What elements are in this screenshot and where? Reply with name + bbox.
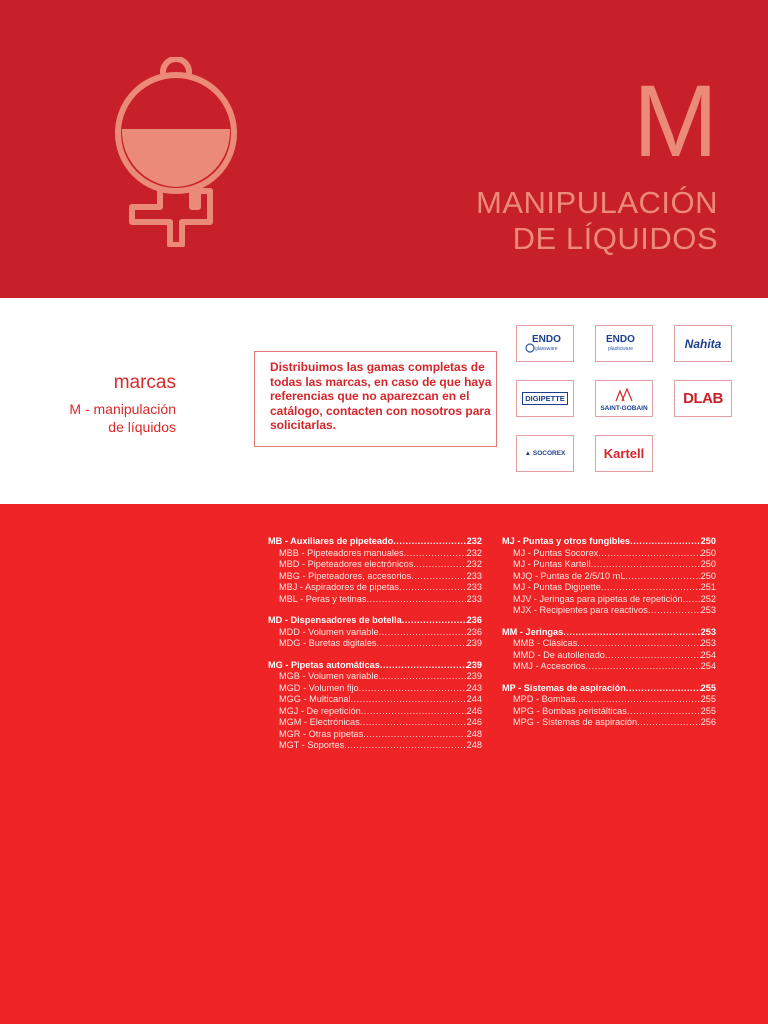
- index-entry: [502, 605, 716, 617]
- index-entry: [502, 571, 716, 583]
- index-entry-page: 252: [700, 593, 716, 604]
- index-group: [268, 660, 482, 752]
- index-entry: [502, 694, 716, 706]
- index-entry-label: MJ - Puntas Socorex: [513, 547, 599, 558]
- logo-endo-glassware: [516, 325, 574, 362]
- index-heading-label: MB - Auxiliares de pipeteado: [268, 536, 394, 546]
- leader-dots: [683, 594, 701, 606]
- index-entry-page: 239: [466, 638, 482, 648]
- index-entry-label: MBG - Pipeteadores, accesorios: [279, 570, 412, 581]
- logo-nahita: [674, 325, 732, 362]
- leader-dots: [627, 706, 701, 718]
- index-entry: [268, 594, 482, 606]
- logo-digipette: [516, 380, 574, 417]
- notice-text: Distribuimos las gamas completas de todas las marcas, en caso de que haya referencias que no aparezcan en el catálogo, contacten con nosotros para solicitarlas.: [270, 360, 492, 433]
- leader-dots: [379, 671, 467, 683]
- index-entry: [502, 661, 716, 673]
- logo-kartell: [595, 435, 653, 472]
- index-entry-page: 232: [466, 547, 482, 558]
- index-entry-label: MGT - Soportes: [279, 740, 345, 750]
- logo-text: ENDO: [606, 334, 635, 345]
- index-entry-label: MDD - Volumen variable: [279, 626, 379, 637]
- index-group: [268, 536, 482, 605]
- index-heading-label: MM - Jeringas: [502, 626, 564, 637]
- logo-text: SAINT-GOBAIN: [600, 405, 648, 412]
- logo-subtext: plasticware: [608, 346, 634, 352]
- section-title: [476, 185, 718, 257]
- section-header: [0, 0, 768, 298]
- index-entry: [502, 650, 716, 662]
- leader-dots: [404, 548, 467, 560]
- index-entry-label: MJV - Jeringas para pipetas de repetición: [513, 593, 683, 604]
- index-entry: [268, 671, 482, 683]
- logo-text: ▲ SOCOREX: [524, 450, 566, 457]
- index-entry-page: 246: [466, 717, 482, 727]
- index-heading: [502, 627, 716, 639]
- index-entry: [268, 729, 482, 741]
- brands-title: marcas: [113, 372, 176, 393]
- leader-dots: [598, 548, 700, 560]
- index-entry-label: MJ - Puntas Kartell: [513, 559, 591, 569]
- index-entry-page: 244: [466, 694, 482, 704]
- index-heading: [268, 615, 482, 627]
- leader-dots: [601, 582, 701, 594]
- index-entry-label: MBJ - Aspiradores de pipetas: [279, 582, 400, 592]
- index-entry-label: MJX - Recipientes para reactivos: [513, 605, 648, 615]
- index-entry-page: 233: [466, 593, 482, 604]
- index-heading: [268, 536, 482, 548]
- index-entry-label: MMB - Clásicas: [513, 638, 578, 648]
- leader-dots: [361, 706, 467, 718]
- leader-dots: [575, 694, 700, 706]
- index-entry-label: MGJ - De repetición: [279, 705, 361, 716]
- index-entry-label: MPG - Sistemas de aspiración: [513, 717, 638, 727]
- index-entry-label: MGR - Otras pipetas: [279, 728, 364, 739]
- index-entry-label: MJQ - Puntas de 2/5/10 mL: [513, 570, 626, 581]
- index-entry-page: 253: [700, 638, 716, 648]
- brands-heading: [69, 372, 176, 436]
- index-entry-page: 256: [700, 717, 716, 727]
- index-entry-page: 233: [466, 582, 482, 592]
- index-entry-label: MMD - De autollenado: [513, 649, 605, 660]
- index-entry-page: 250: [700, 570, 716, 581]
- index-entry-page: 255: [700, 705, 716, 716]
- leader-dots: [344, 740, 466, 752]
- index-entry-page: 254: [700, 649, 716, 660]
- index-entry: [268, 683, 482, 695]
- logo-text: ENDO: [532, 334, 561, 345]
- index-heading-label: MP - Sistemas de aspiración: [502, 682, 626, 693]
- leader-dots: [393, 536, 466, 548]
- leader-dots: [413, 559, 466, 571]
- section-letter: M: [633, 64, 716, 178]
- separatory-funnel-icon: [112, 57, 240, 247]
- index-entry-label: MGG - Multicanal: [279, 694, 351, 704]
- index-entry: [268, 559, 482, 571]
- index-entry-page: 255: [700, 694, 716, 704]
- index-entry-page: 243: [466, 682, 482, 693]
- index-entry-label: MGB - Volumen variable: [279, 671, 379, 681]
- index-group: [268, 615, 482, 650]
- index-heading: [502, 536, 716, 548]
- index-group: [502, 536, 716, 617]
- index-heading-label: MJ - Puntas y otros fungibles: [502, 536, 631, 546]
- leader-dots: [648, 605, 701, 617]
- brands-band: [0, 298, 768, 504]
- index-entry: [502, 548, 716, 560]
- index-entry-label: MBL - Peras y tetinas: [279, 593, 367, 604]
- index-entry: [502, 717, 716, 729]
- index-entry: [268, 548, 482, 560]
- index-entry-page: 236: [466, 626, 482, 637]
- index-entry-page: 253: [700, 605, 716, 615]
- index-entry-page: 233: [466, 570, 482, 581]
- logo-text: DIGIPETTE: [522, 392, 568, 405]
- leader-dots: [577, 638, 700, 650]
- index-heading-label: MG - Pipetas automáticas: [268, 659, 380, 670]
- logo-saint-gobain: [595, 380, 653, 417]
- index-heading-page: 253: [700, 626, 716, 637]
- leader-dots: [363, 729, 466, 741]
- index-entry: [502, 706, 716, 718]
- index-entry: [268, 582, 482, 594]
- leader-dots: [366, 594, 466, 606]
- availability-notice: [254, 351, 497, 447]
- index-entry: [502, 638, 716, 650]
- leader-dots: [350, 694, 466, 706]
- brands-subtitle-line2: de líquidos: [108, 419, 176, 435]
- index-entry-label: MMJ - Accesorios: [513, 661, 586, 671]
- index-group: [502, 627, 716, 673]
- index-heading-page: 239: [466, 659, 482, 670]
- index-entry-label: MPD - Bombas: [513, 694, 576, 704]
- leader-dots: [637, 717, 701, 729]
- leader-dots: [399, 582, 467, 594]
- index-entry-page: 250: [700, 559, 716, 569]
- index-entry: [268, 638, 482, 650]
- index-entry-label: MBD - Pipeteadores electrónicos: [279, 559, 414, 569]
- leader-dots: [626, 683, 701, 695]
- leader-dots: [625, 571, 700, 583]
- index-entry-label: MBB - Pipeteadores manuales: [279, 547, 404, 558]
- leader-dots: [411, 571, 466, 583]
- index-entry-label: MDG - Buretas digitales: [279, 638, 377, 648]
- index-entry-page: 251: [700, 582, 716, 592]
- index-entry: [268, 694, 482, 706]
- index-entry: [502, 582, 716, 594]
- logo-socorex: [516, 435, 574, 472]
- leader-dots: [377, 638, 467, 650]
- index-entry-page: 239: [466, 671, 482, 681]
- section-title-line1: MANIPULACIÓN: [476, 185, 718, 220]
- logo-text: Nahita: [684, 336, 722, 351]
- index-heading-page: 232: [466, 536, 482, 546]
- index-heading-page: 255: [700, 682, 716, 693]
- index-right-column: [502, 536, 716, 739]
- index-entry-page: 254: [700, 661, 716, 671]
- index-entry-label: MGM - Electrónicas: [279, 717, 360, 727]
- index-entry-page: 248: [466, 728, 482, 739]
- brands-subtitle-line1: M - manipulación: [69, 401, 176, 417]
- index-entry: [268, 717, 482, 729]
- leader-dots: [563, 627, 700, 639]
- index-entry-page: 248: [466, 740, 482, 750]
- index-entry: [502, 594, 716, 606]
- leader-dots: [359, 683, 467, 695]
- index-entry-label: MPG - Bombas peristálticas: [513, 705, 627, 716]
- index-entry-page: 250: [700, 547, 716, 558]
- leader-dots: [591, 559, 701, 571]
- leader-dots: [605, 650, 701, 662]
- logo-endo-plasticware: [595, 325, 653, 362]
- index-left-column: [268, 536, 482, 762]
- index-heading-page: 250: [700, 536, 716, 546]
- leader-dots: [360, 717, 467, 729]
- index-entry: [502, 559, 716, 571]
- index-heading-page: 236: [466, 615, 482, 625]
- logo-text: DLAB: [683, 390, 723, 407]
- index-entry: [268, 740, 482, 752]
- leader-dots: [402, 615, 467, 627]
- leader-dots: [630, 536, 701, 548]
- logo-dlab: [674, 380, 732, 417]
- leader-dots: [379, 627, 467, 639]
- logo-text: Kartell: [603, 446, 645, 461]
- logo-subtext: glassware: [535, 346, 558, 352]
- index-entry: [268, 571, 482, 583]
- section-title-line2: DE LÍQUIDOS: [512, 221, 718, 256]
- index-group: [502, 683, 716, 729]
- index-entry-label: MGD - Volumen fijo: [279, 682, 359, 693]
- index-entry-page: 246: [466, 705, 482, 716]
- index-heading: [502, 683, 716, 695]
- leader-dots: [586, 661, 701, 673]
- leader-dots: [380, 660, 467, 672]
- index-entry: [268, 706, 482, 718]
- index-entry: [268, 627, 482, 639]
- index-heading-label: MD - Dispensadores de botella: [268, 615, 402, 625]
- index-heading: [268, 660, 482, 672]
- index-entry-label: MJ - Puntas Digipette: [513, 582, 601, 592]
- index-entry-page: 232: [466, 559, 482, 569]
